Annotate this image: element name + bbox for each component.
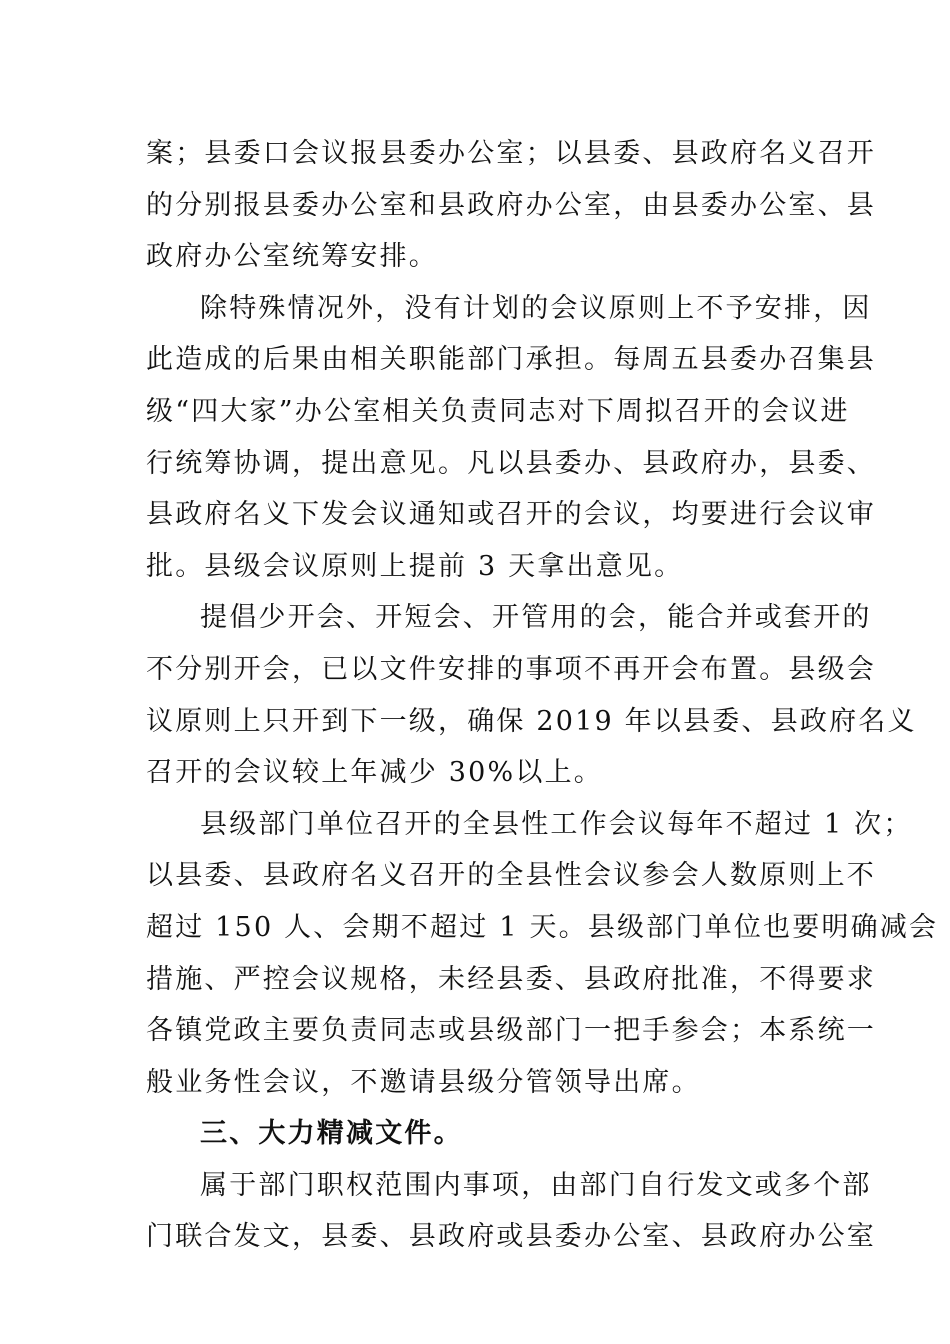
paragraph-first-line: 提倡少开会、开短会、开管用的会，能合并或套开的 xyxy=(200,602,872,634)
text-line: 的分别报县委办公室和县政府办公室，由县委办公室、县 xyxy=(146,189,876,221)
paragraph-first-line: 除特殊情况外，没有计划的会议原则上不予安排，因 xyxy=(200,292,872,324)
paragraph-first-line: 县级部门单位召开的全县性工作会议每年不超过 1 次； xyxy=(200,808,913,840)
text-line: 超过 150 人、会期不超过 1 天。县级部门单位也要明确减会 xyxy=(146,911,939,943)
text-line: 门联合发文，县委、县政府或县委办公室、县政府办公室 xyxy=(146,1221,876,1253)
text-line: 召开的会议较上年减少 30%以上。 xyxy=(146,757,603,789)
text-line: 政府办公室统筹安排。 xyxy=(146,241,438,273)
document-body xyxy=(146,128,939,1263)
text-line: 议原则上只开到下一级，确保 2019 年以县委、县政府名义 xyxy=(146,705,917,737)
text-line: 批。县级会议原则上提前 3 天拿出意见。 xyxy=(146,550,684,582)
text-line: 以县委、县政府名义召开的全县性会议参会人数原则上不 xyxy=(146,860,876,892)
text-line: 此造成的后果由相关职能部门承担。每周五县委办召集县 xyxy=(146,344,876,376)
text-line: 各镇党政主要负责同志或县级部门一把手参会；本系统一 xyxy=(146,1015,876,1047)
text-line: 不分别开会，已以文件安排的事项不再开会布置。县级会 xyxy=(146,653,876,685)
paragraph-first-line: 属于部门职权范围内事项，由部门自行发文或多个部 xyxy=(200,1169,872,1201)
text-line: 县政府名义下发会议通知或召开的会议，均要进行会议审 xyxy=(146,499,876,531)
text-line: 行统筹协调，提出意见。凡以县委办、县政府办，县委、 xyxy=(146,447,876,479)
text-line: 般业务性会议，不邀请县级分管领导出席。 xyxy=(146,1066,701,1098)
text-line: 措施、严控会议规格，未经县委、县政府批准，不得要求 xyxy=(146,963,876,995)
text-line: 级“四大家”办公室相关负责同志对下周拟召开的会议进 xyxy=(146,395,850,427)
section-heading: 三、大力精减文件。 xyxy=(200,1118,463,1150)
text-line: 案；县委口会议报县委办公室；以县委、县政府名义召开 xyxy=(146,138,876,169)
